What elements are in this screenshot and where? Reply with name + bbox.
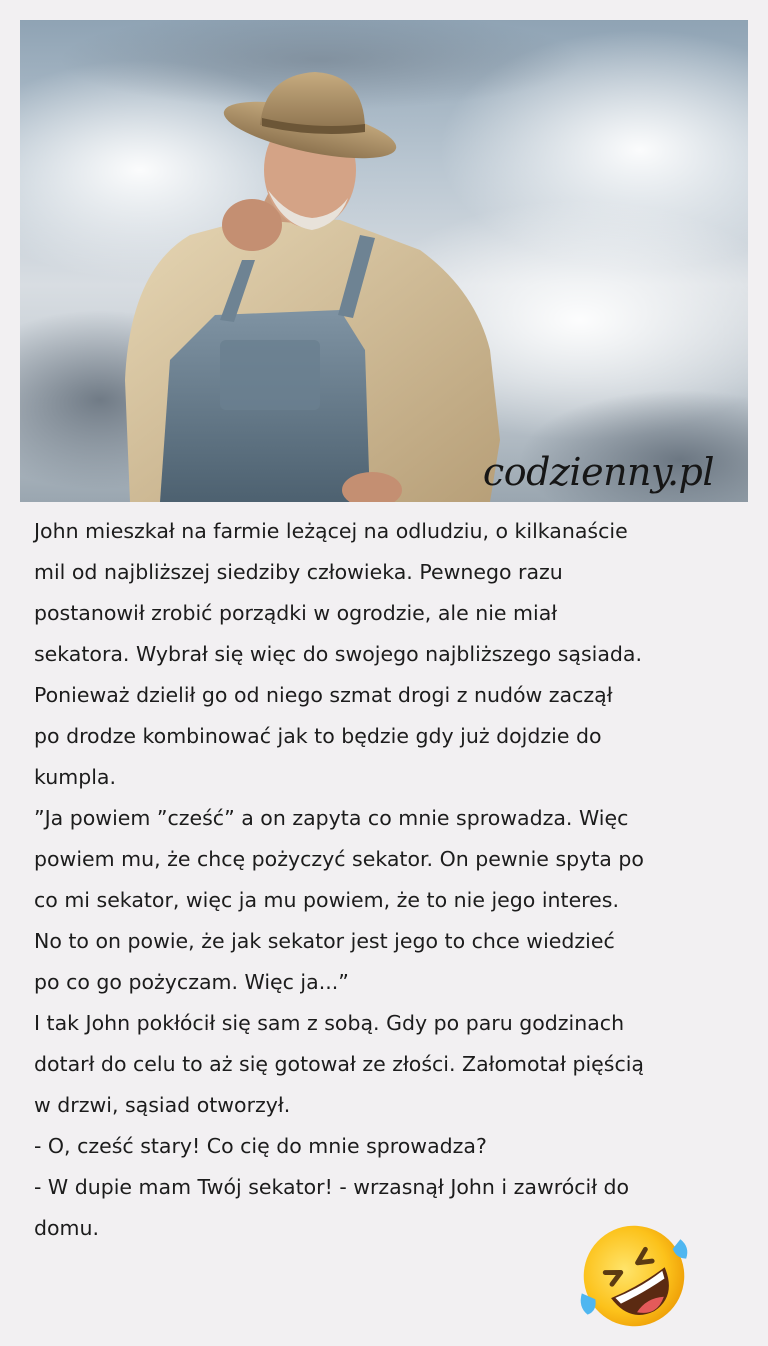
story-line: - W dupie mam Twój sekator! - wrzasnął John i zawrócił do [34, 1175, 630, 1199]
story-line: po co go pożyczam. Więc ja...” [34, 970, 349, 994]
story-line: - O, cześć stary! Co cię do mnie sprowadza? [34, 1134, 487, 1158]
story-line: po drodze kombinować jak to będzie gdy już dojdzie do [34, 724, 602, 748]
farmer-photo [20, 20, 748, 502]
story-line: w drzwi, sąsiad otworzył. [34, 1093, 291, 1117]
story-line: postanowił zrobić porządki w ogrodzie, ale nie miał [34, 601, 558, 625]
story-line: co mi sekator, więc ja mu powiem, że to nie jego interes. [34, 888, 619, 912]
rolling-on-the-floor-laughing-icon [576, 1218, 692, 1334]
story-line: I tak John pokłócił się sam z sobą. Gdy po paru godzinach [34, 1011, 625, 1035]
story-line: mil od najbliższej siedziby człowieka. Pewnego razu [34, 560, 563, 584]
story-line: dotarł do celu to aż się gotował ze złości. Załomotał pięścią [34, 1052, 644, 1076]
story-line: Ponieważ dzielił go od niego szmat drogi z nudów zaczął [34, 683, 613, 707]
story-line: powiem mu, że chcę pożyczyć sekator. On pewnie spyta po [34, 847, 644, 871]
watermark-text: codzienny.pl [482, 450, 714, 494]
story-line: John mieszkał na farmie leżącej na odludziu, o kilkanaście [34, 519, 628, 543]
story-line: kumpla. [34, 765, 116, 789]
story-line: domu. [34, 1216, 100, 1240]
story-line: No to on powie, że jak sekator jest jego to chce wiedzieć [34, 929, 615, 953]
story-line: sekatora. Wybrał się więc do swojego najbliższego sąsiada. [34, 642, 642, 666]
story-line: ”Ja powiem ”cześć” a on zapyta co mnie sprowadza. Więc [34, 806, 629, 830]
story-text [34, 511, 754, 1249]
farmer-illustration [20, 20, 748, 502]
